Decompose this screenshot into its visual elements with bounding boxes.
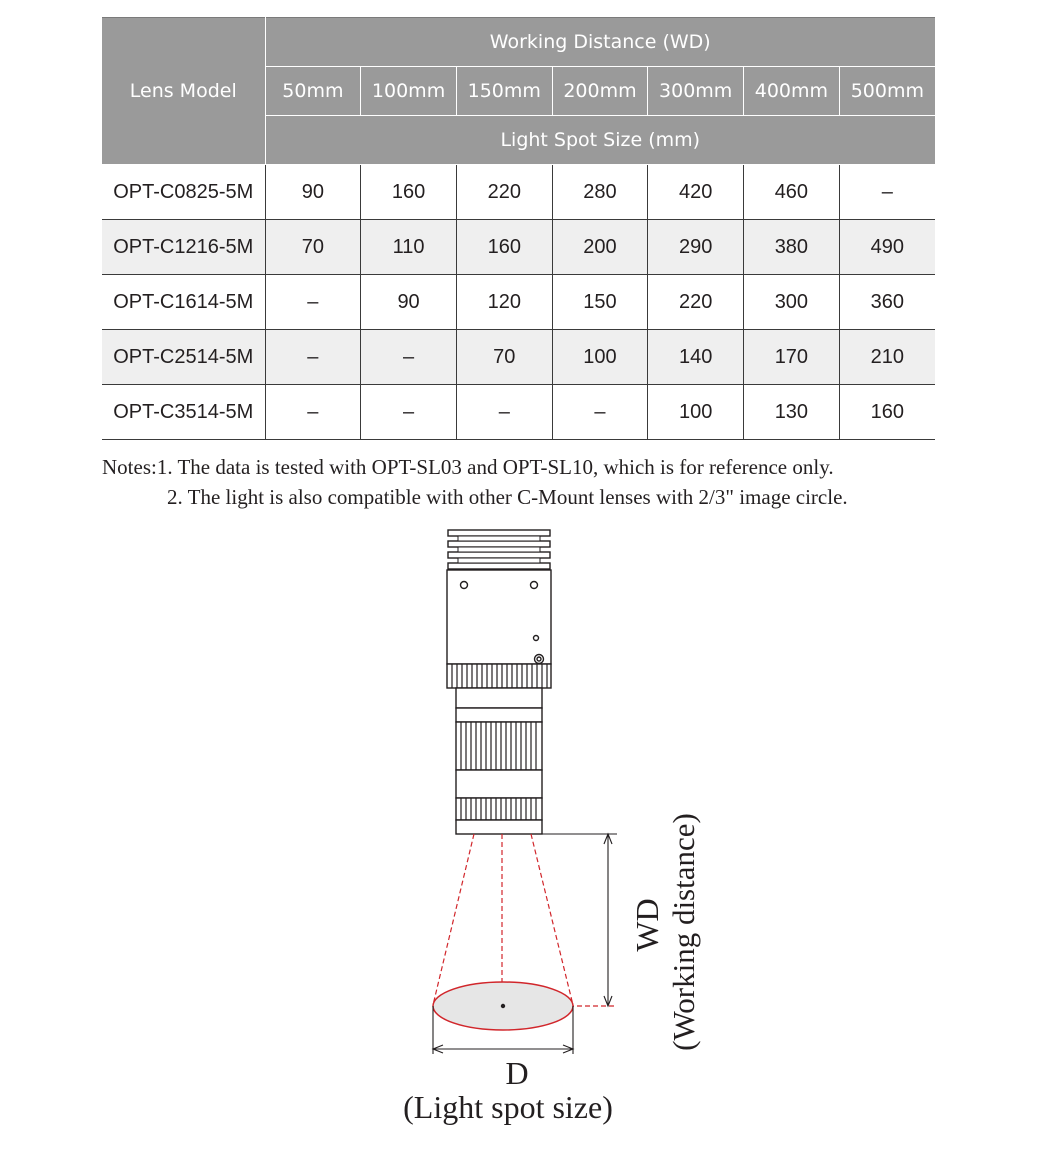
spot-size-cell: 90: [265, 165, 361, 220]
spot-size-cell: 150: [552, 275, 648, 330]
wd-column-header: 300mm: [648, 67, 744, 116]
spot-size-cell: 130: [744, 385, 840, 440]
wd-column-header: 500mm: [839, 67, 935, 116]
spot-size-cell: 220: [648, 275, 744, 330]
wd-column-header: 150mm: [456, 67, 552, 116]
wd-sublabel: (Working distance): [666, 813, 701, 1051]
wd-column-header: 50mm: [265, 67, 361, 116]
table-row: [102, 165, 935, 220]
working-distance-header: Working Distance (WD): [265, 18, 935, 67]
light-spot-size-header: Light Spot Size (mm): [265, 116, 935, 165]
lens-model-cell: OPT-C1614-5M: [102, 275, 265, 330]
light-spot: [433, 982, 573, 1030]
spot-size-cell: 200: [552, 220, 648, 275]
d-label: D: [505, 1055, 529, 1091]
wd-column-header: 100mm: [361, 67, 457, 116]
lens-model-cell: OPT-C1216-5M: [102, 220, 265, 275]
spot-size-cell: 120: [456, 275, 552, 330]
spot-size-cell: 160: [456, 220, 552, 275]
spot-size-cell: 360: [839, 275, 935, 330]
table-row: [102, 275, 935, 330]
lens-model-cell: OPT-C3514-5M: [102, 385, 265, 440]
spot-size-cell: 210: [839, 330, 935, 385]
table-row: [102, 220, 935, 275]
wd-label: WD: [629, 898, 665, 952]
notes: [102, 452, 848, 512]
spot-size-cell: –: [361, 330, 457, 385]
light-cone: [433, 834, 615, 1006]
spot-size-cell: 140: [648, 330, 744, 385]
spot-size-cell: –: [265, 275, 361, 330]
spot-size-cell: 460: [744, 165, 840, 220]
wd-column-header: 400mm: [744, 67, 840, 116]
spot-size-cell: 90: [361, 275, 457, 330]
spot-size-cell: 490: [839, 220, 935, 275]
spot-size-cell: 100: [648, 385, 744, 440]
spot-size-cell: 220: [456, 165, 552, 220]
wd-dimension: [542, 834, 617, 1006]
spot-size-cell: 70: [265, 220, 361, 275]
lens-model-cell: OPT-C0825-5M: [102, 165, 265, 220]
spot-size-cell: –: [265, 330, 361, 385]
table-row: [102, 385, 935, 440]
spec-table: [102, 17, 935, 440]
spot-size-cell: 280: [552, 165, 648, 220]
spot-size-cell: 170: [744, 330, 840, 385]
spot-size-cell: –: [839, 165, 935, 220]
spot-size-cell: –: [552, 385, 648, 440]
spot-size-cell: 420: [648, 165, 744, 220]
spot-size-cell: 290: [648, 220, 744, 275]
lens-model-header: Lens Model: [102, 18, 265, 165]
spot-size-cell: 160: [839, 385, 935, 440]
table-row: [102, 330, 935, 385]
spot-size-cell: 300: [744, 275, 840, 330]
spot-size-cell: 160: [361, 165, 457, 220]
wd-column-header: 200mm: [552, 67, 648, 116]
spot-size-cell: 100: [552, 330, 648, 385]
spot-size-cell: –: [456, 385, 552, 440]
note-line-2: 2. The light is also compatible with other C-Mount lenses with 2/3" image circle.: [167, 485, 848, 509]
lens-illustration: [456, 708, 542, 834]
light-unit-illustration: [447, 530, 551, 708]
spot-size-cell: 70: [456, 330, 552, 385]
note-line-1: Notes:1. The data is tested with OPT-SL03 and OPT-SL10, which is for reference only.: [102, 455, 834, 479]
spot-size-cell: 380: [744, 220, 840, 275]
spot-size-cell: –: [361, 385, 457, 440]
spot-size-cell: 110: [361, 220, 457, 275]
lens-light-diagram: [0, 520, 1039, 1140]
lens-model-cell: OPT-C2514-5M: [102, 330, 265, 385]
spot-size-cell: –: [265, 385, 361, 440]
d-sublabel: (Light spot size): [403, 1089, 613, 1125]
